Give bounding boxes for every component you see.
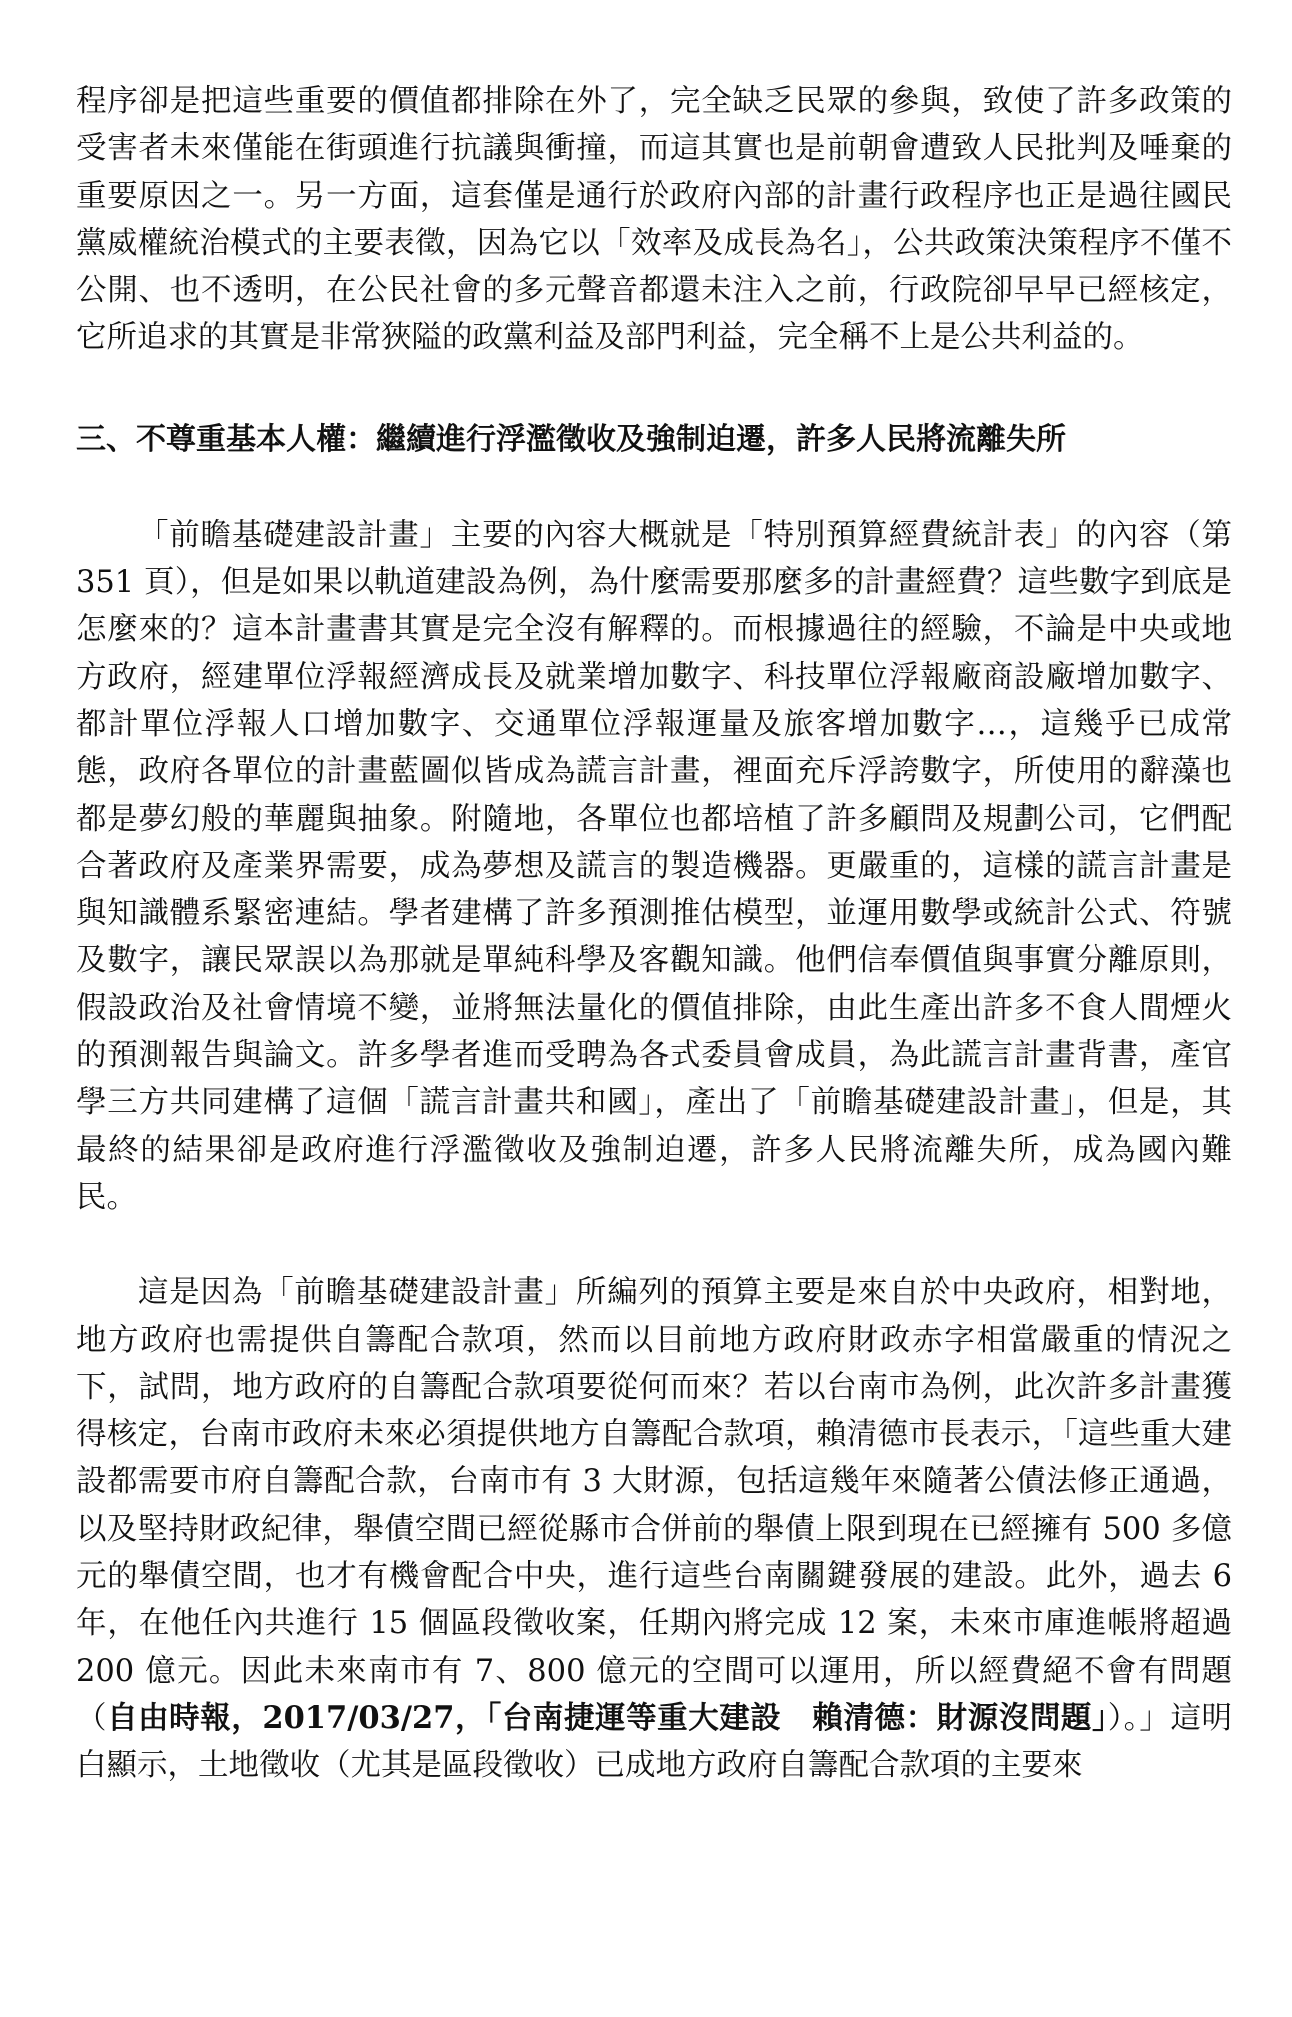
- document-page: [76, 78, 1232, 1790]
- paragraph-opening: 程序卻是把這些重要的價值都排除在外了，完全缺乏民眾的參與，致使了許多政策的受害者未來僅能在街頭進行抗議與衝撞，而這其實也是前朝會遭致人民批判及唾棄的重要原因之一。另一方面，這套僅是通行於政府內部的計畫行政程序也正是過往國民黨威權統治模式的主要表徵，因為它以「效率及成長為名」，公共政策決策程序不僅不公開、也不透明，在公民社會的多元聲音都還未注入之前，行政院卻早早已經核定，它所追求的其實是非常狹隘的政黨利益及部門利益，完全稱不上是公共利益的。: [76, 84, 1232, 356]
- spacer: [76, 1221, 1232, 1269]
- paragraph-text-continued: ）。」這明白顯示，土地徵收（尤其是區段徵收）已成地方政府自籌配合款項的主要來: [76, 1700, 1233, 1784]
- paragraph-local-funding: [76, 1269, 1232, 1789]
- paragraph-text: 這是因為「前瞻基礎建設計畫」所編列的預算主要是來自於中央政府，相對地，地方政府也需提供自籌配合款項，然而以目前地方政府財政赤字相當嚴重的情況之下，試問，地方政府的自籌配合款項要從何而來？若以台南市為例，此次許多計畫獲得核定，台南市政府未來必須提供地方自籌配合款項，賴清德市長表示，「這些重大建設都需要市府自籌配合款，台南市有 3 大財源，包括這幾年來隨著公債法修正通過，以及堅持財政紀律，舉債空間已經從縣市合併前的舉債上限到現在已經擁有 500 多億元的舉債空間，也才有機會配合中央，進行這些台南關鍵發展的建設。此外，過去 6 年，在他任內共進行 15 個區段徵收案，任期內將完成 12 案，未來市庫進帳將超過 200 億元。因此未來南市有 7、800 億元的空間可以運用，所以經費絕不會有問題（: [76, 1275, 1232, 1736]
- news-citation: 自由時報，2017/03/27，「台南捷運等重大建設 賴清德：財源沒問題」: [107, 1699, 1108, 1736]
- spacer: [76, 362, 1232, 416]
- paragraph-forward-looking-plan: 「前瞻基礎建設計畫」主要的內容大概就是「特別預算經費統計表」的內容（第 351 頁），但是如果以軌道建設為例，為什麼需要那麼多的計畫經費？這些數字到底是怎麼來的？這本計畫書其實是完全沒有解釋的。而根據過往的經驗，不論是中央或地方政府，經建單位浮報經濟成長及就業增加數字、科技單位浮報廠商設廠增加數字、都計單位浮報人口增加數字、交通單位浮報運量及旅客增加數字…，這幾乎已成常態，政府各單位的計畫藍圖似皆成為謊言計畫，裡面充斥浮誇數字，所使用的辭藻也都是夢幻般的華麗與抽象。附隨地，各單位也都培植了許多顧問及規劃公司，它們配合著政府及產業界需要，成為夢想及謊言的製造機器。更嚴重的，這樣的謊言計畫是與知識體系緊密連結。學者建構了許多預測推估模型，並運用數學或統計公式、符號及數字，讓民眾誤以為那就是單純科學及客觀知識。他們信奉價值與事實分離原則，假設政治及社會情境不變，並將無法量化的價值排除，由此生產出許多不食人間煙火的預測報告與論文。許多學者進而受聘為各式委員會成員，為此謊言計畫背書，產官學三方共同建構了這個「謊言計畫共和國」，產出了「前瞻基礎建設計畫」，但是，其最終的結果卻是政府進行浮濫徵收及強制迫遷，許多人民將流離失所，成為國內難民。: [76, 517, 1232, 1215]
- section-heading-3: 三、不尊重基本人權：繼續進行浮濫徵收及強制迫遷，許多人民將流離失所: [76, 421, 1066, 457]
- spacer: [76, 464, 1232, 512]
